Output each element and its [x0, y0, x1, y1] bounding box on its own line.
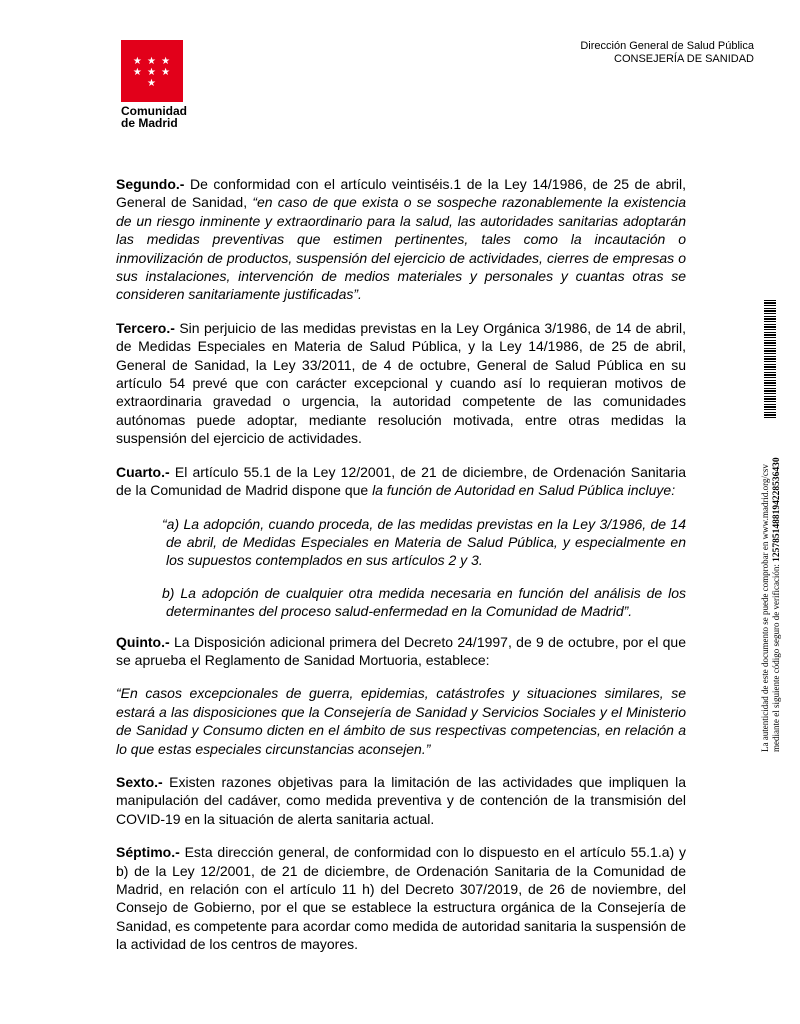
- text-septimo: Esta dirección general, de conformidad con lo dispuesto en el artículo 55.1.a) y b) de la Ley 12/2001, de 21 de diciembre, de Ordenación Sanitaria de la Comunidad de Madrid, en relación con el artículo 11 h) del Decreto 307/2019, de 26 de noviembre, del Consejo de Gobierno, por el que se establece la estructura orgánica de la Consejería de Sanidad, es competente para acordar como medida de autoridad sanitaria la suspensión de la actividad de los centros de mayores.: [116, 844, 686, 953]
- cuarto-item-b-text: b) La adopción de cualquier otra medida necesaria en función del análisis de los determinantes del proceso salud-enfermedad en la Comunidad de Madrid”.: [162, 584, 686, 620]
- verification-code: 1257851488194228536430: [772, 457, 782, 562]
- cuarto-quoted-list: [116, 515, 686, 621]
- header-department: CONSEJERÍA DE SANIDAD: [614, 53, 754, 65]
- label-tercero: Tercero.-: [116, 319, 175, 336]
- text-cuarto: El artículo 55.1 de la Ley 12/2001, de 21 de diciembre, de Ordenación Sanitaria de la Comunidad de Madrid dispone que: [116, 463, 686, 499]
- paragraph-cuarto: [116, 463, 686, 500]
- paragraph-tercero: [116, 319, 686, 448]
- verification-notice: [760, 432, 796, 752]
- verification-line1: La autenticidad de este documento se puede comprobar en www.madrid.org/csv: [760, 464, 770, 752]
- document-body: [116, 175, 686, 969]
- madrid-flag: [121, 40, 183, 102]
- logo-name-line2: de Madrid: [121, 116, 178, 130]
- cuarto-item-b: [162, 584, 686, 621]
- quote-segundo: “en caso de que exista o se sospeche razonablemente la existencia de un riesgo inminente y extraordinario para la salud, las autoridades sanitarias adoptarán las medidas preventivas que estimen pertinentes, tales como la incautación o inmovilización de productos, suspensión del ejercicio de actividades, cierres de empresas o sus instalaciones, intervención de medios materiales y personales y cuantas otras se consideren sanitariamente justificadas”.: [116, 194, 686, 303]
- paragraph-segundo: [116, 175, 686, 304]
- verification-rotated-text: [760, 432, 783, 752]
- text-tercero: Sin perjuicio de las medidas previstas en la Ley Orgánica 3/1986, de 14 de abril, de Medidas Especiales en Materia de Salud Pública, y la Ley 14/1986, de 25 de abril, General de Sanidad, la Ley 33/2011, de 4 de octubre, General de Salud Pública en su artículo 54 prevé que con carácter excepcional y cuando así lo requieran motivos de extraordinaria gravedad o urgencia, la autoridad competente de las comunidades autónomas puede adoptar, mediante resolución motivada, entre otras medidas la suspensión del ejercicio de actividades.: [116, 319, 686, 447]
- label-quinto: Quinto.-: [116, 633, 170, 650]
- logo-name-line1: Comunidad: [121, 104, 187, 118]
- logo-name: [121, 105, 185, 129]
- label-sexto: Sexto.-: [116, 773, 163, 790]
- verification-line2-text: mediante el siguiente código seguro de verificación:: [771, 564, 781, 752]
- paragraph-sexto: [116, 773, 686, 828]
- label-septimo: Séptimo.-: [116, 844, 180, 861]
- quote-quinto: [116, 684, 686, 758]
- quote-quinto-text: “En casos excepcionales de guerra, epidemias, catástrofes y situaciones similares, se estará a las disposiciones que la Consejería de Sanidad y Servicios Sociales y el Ministerio de Sanidad y Consumo dicten en el ámbito de sus respectivas competencias, en relación a lo que estas especiales circunstancias aconsejen.”: [116, 685, 686, 757]
- cuarto-item-a-text: “a) La adopción, cuando proceda, de las medidas previstas en la Ley 3/1986, de 14 de abril, de Medidas Especiales en Materia de Salud Pública, y especialmente en los supuestos contemplados en sus artículos 2 y 3.: [162, 515, 686, 569]
- verification-barcode: [764, 300, 776, 420]
- label-cuarto: Cuarto.-: [116, 463, 170, 480]
- flag-stars: ★ ★ ★ ★ ★ ★ ★: [132, 56, 172, 89]
- document-header: [580, 40, 754, 66]
- paragraph-quinto: [116, 633, 686, 670]
- comunidad-de-madrid-logo: [121, 40, 185, 129]
- verification-line2: [771, 432, 783, 752]
- label-segundo: Segundo.-: [116, 176, 185, 192]
- italic-cuarto: la función de Autoridad en Salud Pública incluye:: [372, 482, 676, 499]
- paragraph-septimo: [116, 843, 686, 953]
- cuarto-item-a: [162, 515, 686, 570]
- header-directorate: Dirección General de Salud Pública: [580, 40, 754, 52]
- text-segundo: De conformidad con el artículo veintiséis.1 de la Ley 14/1986, de 25 de abril, General de Sanidad,: [116, 176, 686, 211]
- text-quinto: La Disposición adicional primera del Decreto 24/1997, de 9 de octubre, por el que se aprueba el Reglamento de Sanidad Mortuoria, establece:: [116, 633, 686, 668]
- text-sexto: Existen razones objetivas para la limitación de las actividades que impliquen la manipulación del cadáver, como medida preventiva y de contención de la transmisión del COVID-19 en la situación de alerta sanitaria actual.: [116, 773, 686, 827]
